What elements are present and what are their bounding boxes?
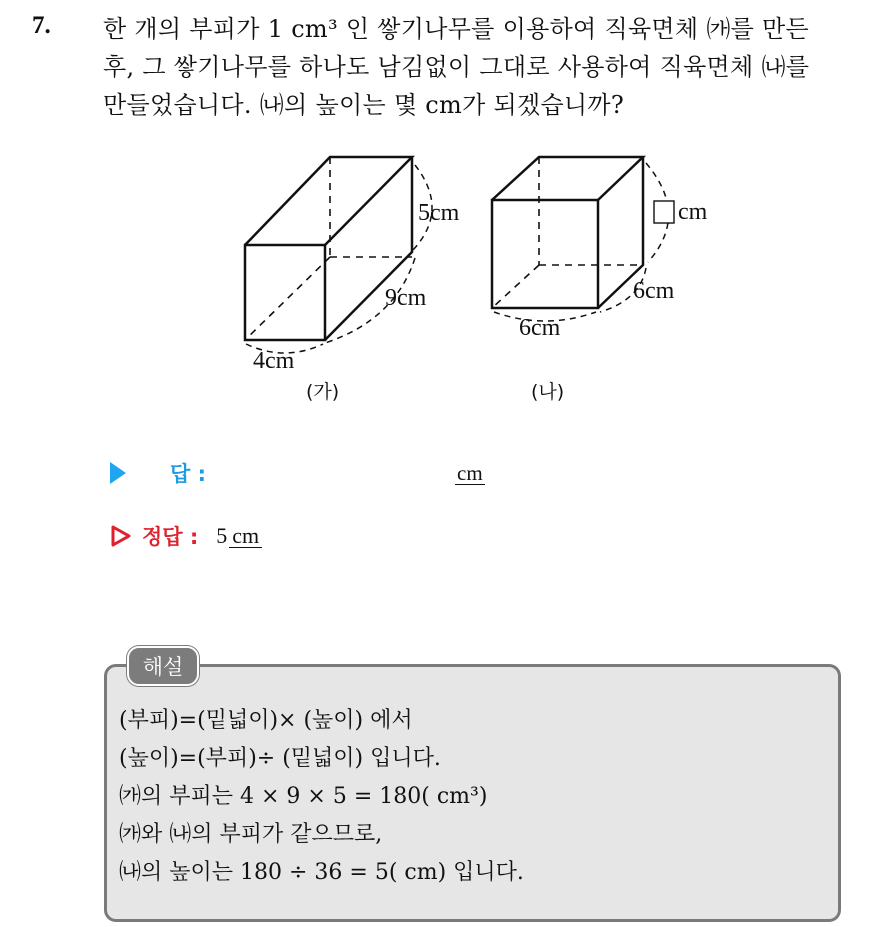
explanation-line-1: (부피)=(밑넓이)× (높이) 에서 [119,708,413,733]
question-number: 7. [32,12,51,39]
cuboid-b-height-label: cm [678,199,708,225]
answer-label: 답 : [170,462,206,486]
cuboid-a-depth-label: 9cm [385,285,427,311]
explanation-line-2: (높이)=(부피)÷ (밑넓이) 입니다. [119,746,441,771]
cuboid-a [245,157,432,353]
explanation-text [119,702,524,892]
correct-value: 5 [216,523,228,548]
question-line-2: 후, 그 쌓기나무를 하나도 남김없이 그대로 사용하여 직육면체 ㈏를 [103,53,810,81]
play-triangle-icon [110,462,126,484]
question-line-1: 한 개의 부피가 1 cm³ 인 쌓기나무를 이용하여 직육면체 ㈎를 만든 [103,15,810,43]
explanation-line-5: ㈏의 높이는 180 ÷ 36 = 5( cm) 입니다. [119,860,524,885]
outline-triangle-icon [110,524,132,548]
answer-row [110,458,206,488]
correct-label: 정답 : [142,525,199,549]
explanation-line-3: ㈎의 부피는 4 × 9 × 5 = 180( cm³) [119,784,488,809]
explanation-line-4: ㈎와 ㈏의 부피가 같으므로, [119,822,383,847]
figures [0,0,884,420]
correct-answer-row [110,520,262,552]
cuboid-a-caption: (가) [306,381,340,403]
question-line-3: 만들었습니다. ㈏의 높이는 몇 cm가 되겠습니까? [103,91,625,119]
cuboid-a-width-label: 4cm [253,348,295,374]
answer-unit: cm [457,461,483,485]
correct-unit: cm [229,525,262,548]
explanation-tab: 해설 [127,646,199,686]
cuboid-b-depth-label: 6cm [633,278,675,304]
cuboid-a-height-label: 5cm [418,200,460,226]
cuboid-b-width-label: 6cm [519,315,561,341]
cuboid-b-caption: (나) [531,381,565,403]
